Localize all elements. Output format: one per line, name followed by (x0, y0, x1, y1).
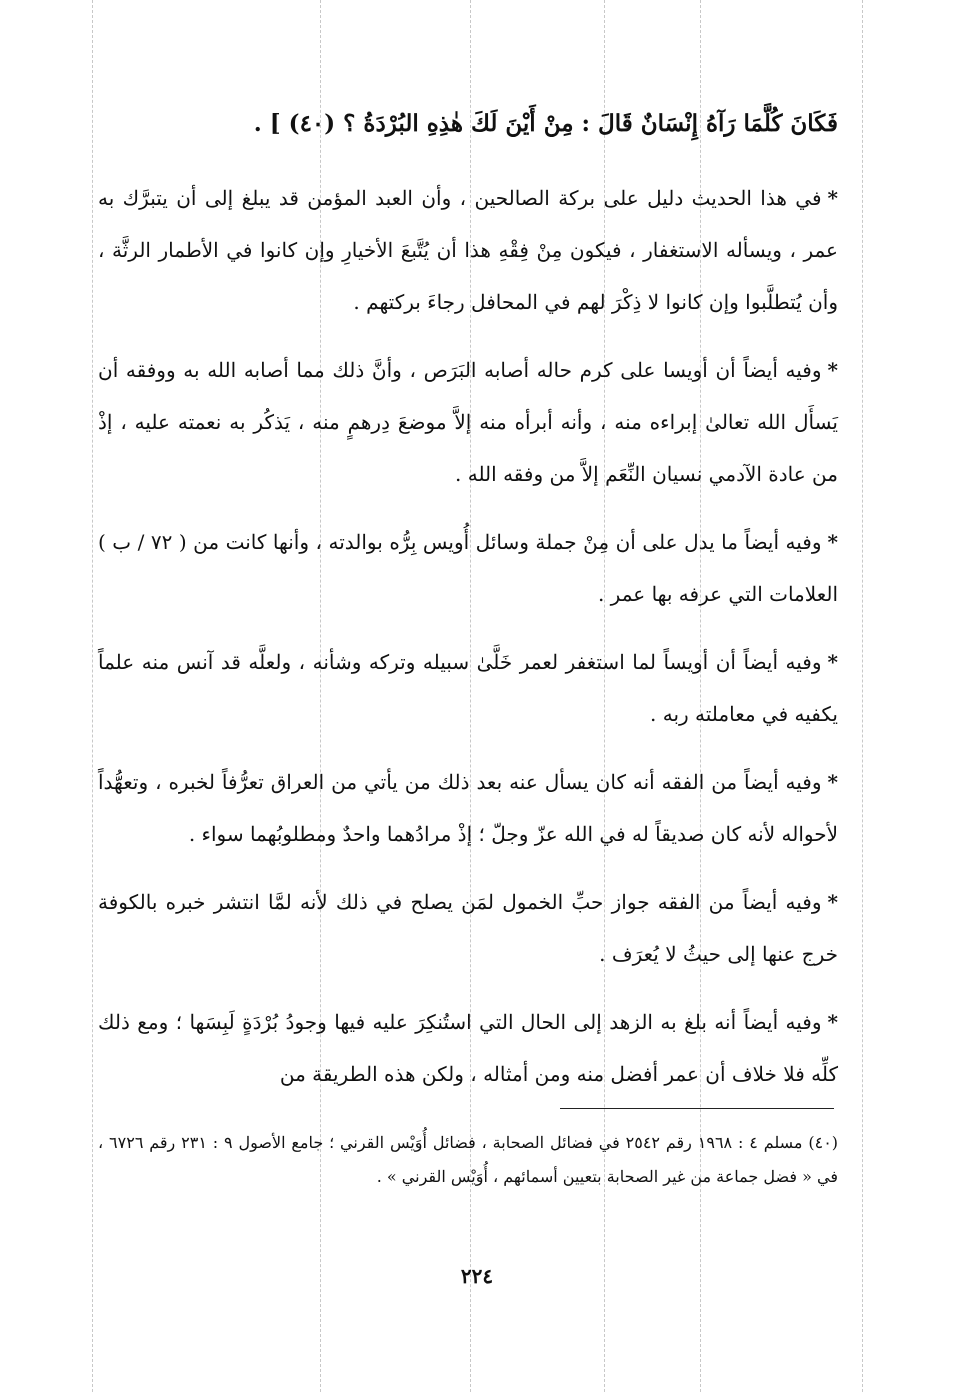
bullet-star: * (827, 890, 838, 914)
paragraph (98, 344, 838, 500)
paragraph (98, 516, 838, 620)
paragraph-text: وفيه أيضاً أن أويساً لما استغفر لعمر خَلَّىٰ سبيله وتركه وشأنه ، ولعلَّه قد آنس منه علماً يكفيه في معاملته ربه . (98, 650, 838, 726)
main-text (98, 172, 838, 1116)
paragraph-text: وفيه أيضاً أنه بلغ به الزهد إلى الحال التي استُنكِرَ عليه فيها وجودُ بُرْدَةٍ لَبِسَها ؛ ومع ذلك كلِّه فلا خلاف أن عمر أفضل منه ومن أمثاله ، ولكن هذه الطريقة من (98, 1010, 838, 1086)
bullet-star: * (827, 530, 838, 554)
scan-guide-line (862, 0, 863, 1392)
scan-guide-line (92, 0, 93, 1392)
header-verse: فَكَانَ كُلَّمَا رَآهُ إِنْسَانٌ قَالَ : مِنْ أَيْنَ لَكَ هٰذِهِ البُرْدَةُ ؟ (٤٠) ] . (253, 110, 838, 137)
bullet-star: * (827, 358, 838, 382)
paragraph-text: في هذا الحديث دليل على بركة الصالحين ، وأن العبد المؤمن قد يبلغ إلى أن يتبرَّك به عمر ، ويسأله الاستغفار ، فيكون مِنْ فِقْهِ هذا أن يُتَّبعَ الأخيارِ وإن كانوا في الأطمار الرثَّة ، وأن يُتطلَّبوا وإن كانوا لا ذِكْرَ لهم في المحافل رجاءَ بركتهم . (98, 186, 838, 314)
paragraph-text: وفيه أيضاً ما يدل على أن مِنْ جملة وسائل أُويس بِرُّه بوالدته ، وأنها كانت من ( ٧٢ / ب ) العلامات التي عرفه بها عمر . (98, 530, 838, 606)
paragraph (98, 756, 838, 860)
bullet-star: * (827, 650, 838, 674)
footnote: (٤٠) مسلم ٤ : ١٩٦٨ رقم ٢٥٤٢ في فضائل الصحابة ، فضائل أُوَيْس القرني ؛ جامع الأصول ٩ : ٢٣١ رقم ٦٧٢٦ ، في « فضل جماعة من غير الصحابة بتعيين أسمائهم ، أُوَيْس القرني » . (98, 1133, 839, 1186)
paragraph (98, 876, 838, 980)
bullet-star: * (827, 186, 838, 210)
paragraph (98, 996, 838, 1100)
paragraph-text: وفيه أيضاً من الفقه جواز حبِّ الخمول لمَن يصلح في ذلك لأنه لمَّا انتشر خبره بالكوفة خرج عنها إلى حيثُ لا يُعرَف . (98, 890, 838, 966)
bullet-star: * (827, 1010, 838, 1034)
bullet-star: * (827, 770, 838, 794)
paragraph (98, 172, 838, 328)
footnote-divider (560, 1108, 834, 1109)
paragraph (98, 636, 838, 740)
paragraph-text: وفيه أيضاً أن أويسا على كرم حاله أصابه البَرَص ، وأنَّ ذلك مما أصابه الله به ووفقه أن يَسأَل الله تعالىٰ إبراءه منه ، وأنه أبرأه منه إلاَّ موضعَ دِرهمٍ منه ، يَذكُر به نعمته عليه ، إذْ من عادة الآدمي نسيان النِّعَم إلاَّ من وفقه الله . (98, 358, 838, 486)
page-number: ٢٢٤ (460, 1264, 494, 1288)
paragraph-text: وفيه أيضاً من الفقه أنه كان يسأل عنه بعد ذلك من يأتي من العراق تعرُّفاً لخبره ، وتعهُّداً لأحواله لأنه كان صديقاً له في الله عزّ وجلّ ؛ إذْ مرادُهما واحدٌ ومطلوبُهما سواء . (98, 770, 838, 846)
